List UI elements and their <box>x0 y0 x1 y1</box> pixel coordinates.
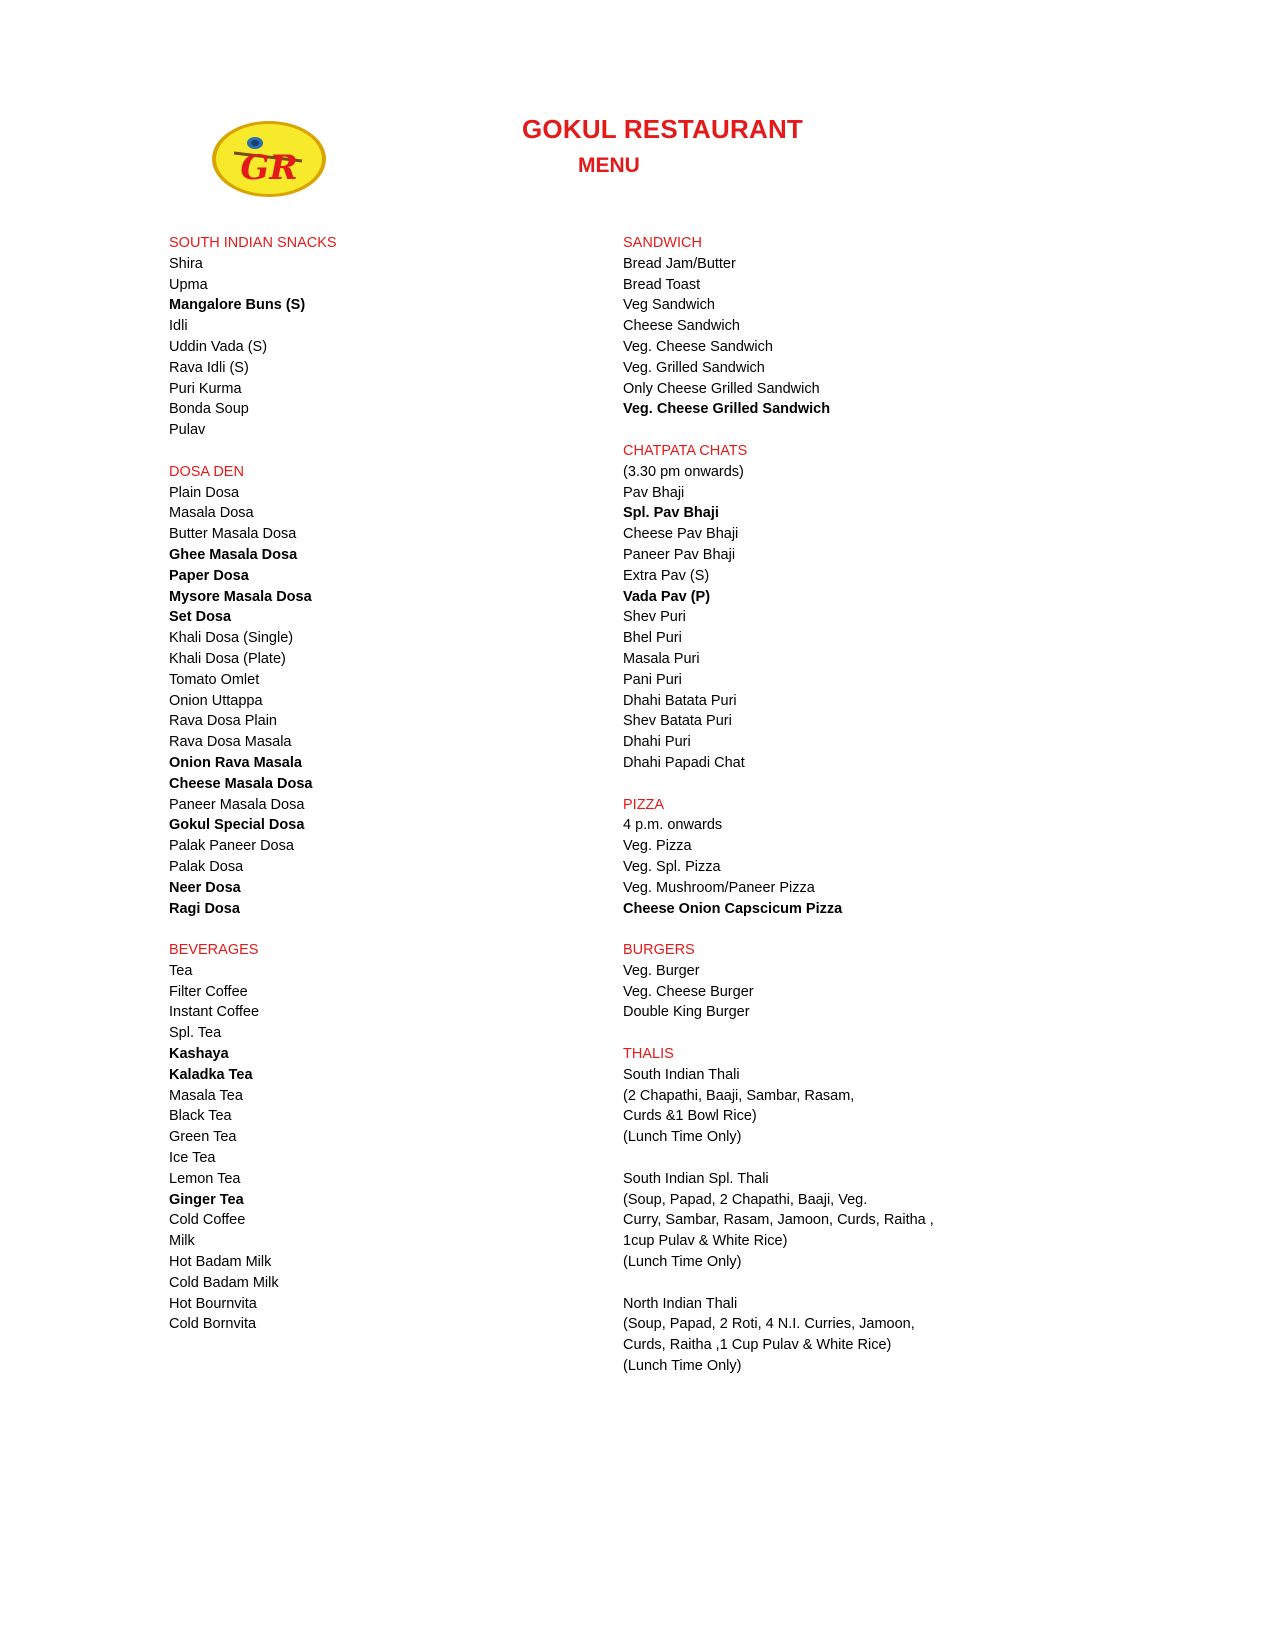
menu-item: Bonda Soup <box>169 401 249 418</box>
menu-item: Mysore Masala Dosa <box>169 588 312 605</box>
menu-item: Rava Dosa Masala <box>169 734 292 751</box>
menu-item: (Lunch Time Only) <box>623 1358 742 1375</box>
menu-item: Ghee Masala Dosa <box>169 546 298 563</box>
item-spacer <box>623 1273 1063 1294</box>
section-heading: DOSA DEN <box>169 463 244 480</box>
menu-item: Ragi Dosa <box>169 900 240 917</box>
menu-item: Milk <box>169 1233 195 1250</box>
menu-item: Double King Burger <box>623 1004 750 1021</box>
menu-item: Veg. Spl. Pizza <box>623 858 721 875</box>
menu-item: Lemon Tea <box>169 1170 241 1187</box>
section-heading: BURGERS <box>623 942 695 959</box>
menu-item: Ice Tea <box>169 1150 216 1167</box>
menu-item: Palak Paneer Dosa <box>169 838 294 855</box>
menu-item: Onion Uttappa <box>169 692 263 709</box>
menu-item: South Indian Spl. Thali <box>623 1170 769 1187</box>
menu-item: Cheese Masala Dosa <box>169 775 313 792</box>
menu-section <box>623 233 1063 420</box>
section-heading: PIZZA <box>623 796 665 813</box>
menu-item: Masala Puri <box>623 650 700 667</box>
menu-item: Kashaya <box>169 1046 229 1063</box>
menu-item: Palak Dosa <box>169 858 244 875</box>
menu-item: Neer Dosa <box>169 879 241 896</box>
section-heading: SOUTH INDIAN SNACKS <box>169 235 337 251</box>
menu-item: Cold Coffee <box>169 1212 246 1229</box>
menu-item: Khali Dosa (Plate) <box>169 650 286 667</box>
logo-emblem-icon <box>210 119 328 199</box>
menu-item: Paneer Masala Dosa <box>169 796 305 813</box>
menu-item: Dhahi Puri <box>623 734 691 751</box>
menu-item: South Indian Thali <box>623 1066 740 1083</box>
menu-item: Paneer Pav Bhaji <box>623 546 736 563</box>
logo-monogram: GR <box>240 148 298 188</box>
menu-item: Veg. Mushroom/Paneer Pizza <box>623 879 815 896</box>
section-heading: BEVERAGES <box>169 942 259 959</box>
menu-item: Veg. Cheese Grilled Sandwich <box>623 401 831 418</box>
menu-item: (3.30 pm onwards) <box>623 463 744 480</box>
menu-item: (Lunch Time Only) <box>623 1129 742 1146</box>
menu-item: Veg. Burger <box>623 962 700 979</box>
menu-item: Hot Badam Milk <box>169 1254 272 1271</box>
restaurant-logo <box>210 119 328 199</box>
menu-column-right <box>623 233 1063 1398</box>
menu-item: Onion Rava Masala <box>169 754 302 771</box>
menu-item: Ginger Tea <box>169 1191 244 1208</box>
menu-item: Instant Coffee <box>169 1004 260 1021</box>
menu-item: Plain Dosa <box>169 484 240 501</box>
menu-item: Shira <box>169 255 203 272</box>
menu-item: Veg. Grilled Sandwich <box>623 359 765 376</box>
menu-item: Bread Toast <box>623 276 701 293</box>
menu-section <box>169 233 589 441</box>
menu-item: (2 Chapathi, Baaji, Sambar, Rasam, <box>623 1087 855 1104</box>
menu-item: 4 p.m. onwards <box>623 817 723 834</box>
menu-item: Veg. Pizza <box>623 838 692 855</box>
menu-item: Kaladka Tea <box>169 1066 253 1083</box>
menu-item: 1cup Pulav & White Rice) <box>623 1233 788 1250</box>
menu-item: Dhahi Batata Puri <box>623 692 737 709</box>
section-heading: THALIS <box>623 1046 674 1063</box>
menu-item: Pulav <box>169 422 206 439</box>
menu-item: Extra Pav (S) <box>623 567 710 584</box>
menu-item: Filter Coffee <box>169 983 248 1000</box>
menu-item: Shev Puri <box>623 609 686 626</box>
menu-item: Khali Dosa (Single) <box>169 630 294 647</box>
menu-item: Curds, Raitha ,1 Cup Pulav & White Rice) <box>623 1337 892 1354</box>
menu-section <box>623 940 1063 1023</box>
menu-item: Bread Jam/Butter <box>623 255 736 272</box>
menu-item: Cheese Sandwich <box>623 318 740 335</box>
menu-item: Rava Idli (S) <box>169 359 249 376</box>
menu-item: Cheese Onion Capscicum Pizza <box>623 900 843 917</box>
menu-item: Rava Dosa Plain <box>169 713 277 730</box>
menu-section <box>169 940 589 1335</box>
menu-item: (Soup, Papad, 2 Roti, 4 N.I. Curries, Jamoon, <box>623 1316 915 1333</box>
menu-item: Gokul Special Dosa <box>169 817 305 834</box>
menu-item: Butter Masala Dosa <box>169 526 297 543</box>
menu-item: Cold Badam Milk <box>169 1274 279 1291</box>
menu-item: Pani Puri <box>623 671 682 688</box>
menu-item: Veg. Cheese Burger <box>623 983 754 1000</box>
menu-item: Puri Kurma <box>169 380 242 397</box>
menu-item: Tea <box>169 962 193 979</box>
menu-item: Black Tea <box>169 1108 232 1125</box>
menu-item: Masala Dosa <box>169 505 254 522</box>
menu-item: (Lunch Time Only) <box>623 1254 742 1271</box>
menu-section <box>623 1044 1063 1377</box>
menu-item: Masala Tea <box>169 1087 243 1104</box>
menu-item: Shev Batata Puri <box>623 713 732 730</box>
menu-item: Curds &1 Bowl Rice) <box>623 1108 757 1125</box>
menu-item: Bhel Puri <box>623 630 682 647</box>
menu-item: Cold Bornvita <box>169 1316 257 1333</box>
menu-item: Spl. Pav Bhaji <box>623 505 719 522</box>
page-subtitle: MENU <box>578 154 640 177</box>
item-spacer <box>623 1148 1063 1169</box>
menu-item: (Soup, Papad, 2 Chapathi, Baaji, Veg. <box>623 1191 868 1208</box>
page-title: GOKUL RESTAURANT <box>522 114 804 144</box>
menu-item: Only Cheese Grilled Sandwich <box>623 380 820 397</box>
menu-item: Cheese Pav Bhaji <box>623 526 739 543</box>
menu-item: Spl. Tea <box>169 1025 222 1042</box>
menu-section <box>169 462 589 920</box>
feather-eye <box>251 140 259 146</box>
menu-item: Green Tea <box>169 1129 237 1146</box>
menu-item: Hot Bournvita <box>169 1295 257 1312</box>
section-heading: CHATPATA CHATS <box>623 442 748 459</box>
menu-column-left <box>169 233 589 1356</box>
menu-item: Tomato Omlet <box>169 671 260 688</box>
menu-item: Veg. Cheese Sandwich <box>623 338 773 355</box>
section-heading: SANDWICH <box>623 235 702 251</box>
menu-item: Set Dosa <box>169 609 232 626</box>
menu-item: Dhahi Papadi Chat <box>623 754 745 771</box>
menu-item: Veg Sandwich <box>623 297 715 314</box>
menu-section <box>623 441 1063 774</box>
menu-item: Idli <box>169 318 188 335</box>
menu-item: Paper Dosa <box>169 567 249 584</box>
menu-item: Vada Pav (P) <box>623 588 711 605</box>
menu-item: Uddin Vada (S) <box>169 338 268 355</box>
menu-section <box>623 795 1063 920</box>
menu-item: Mangalore Buns (S) <box>169 297 306 314</box>
menu-item: Curry, Sambar, Rasam, Jamoon, Curds, Raitha , <box>623 1212 934 1229</box>
menu-item: North Indian Thali <box>623 1295 738 1312</box>
menu-item: Upma <box>169 276 208 293</box>
menu-item: Pav Bhaji <box>623 484 685 501</box>
